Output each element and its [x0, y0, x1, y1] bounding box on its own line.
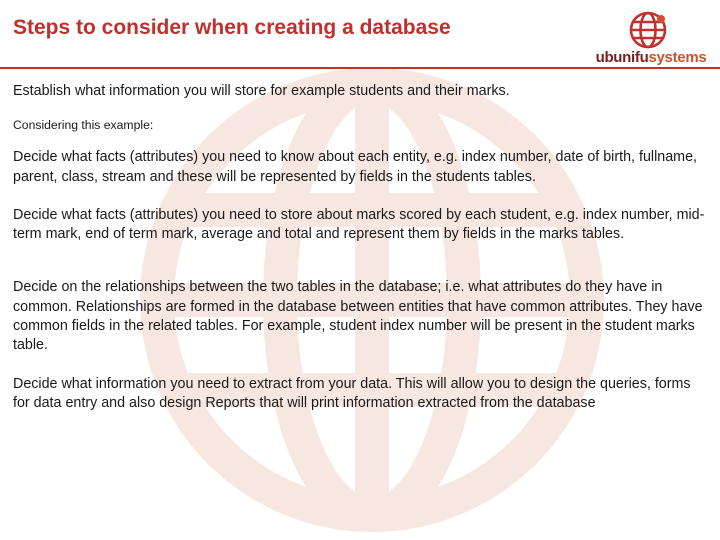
title-divider: [0, 67, 720, 69]
paragraph-student-attributes: Decide what facts (attributes) you need to know about each entity, e.g. index number, date of birth, fullname, parent, class, stream and these will be represented by fields in the students tables.: [13, 149, 697, 185]
paragraph-relationships: Decide on the relationships between the two tables in the database; i.e. what attributes do they have in common. Relationships are formed in the database between entities that have common attributes. They have common fields in the related tables. For example, student index number will be present in the student marks table.: [13, 279, 703, 354]
slide-content: [13, 82, 709, 413]
page-title: Steps to consider when creating a database: [13, 16, 451, 39]
paragraph-marks-attributes: Decide what facts (attributes) you need to store about marks scored by each student, e.g. index number, mid-term mark, end of term mark, average and total and represent them by fields in the marks tables.: [13, 206, 705, 243]
brand-logo: [588, 8, 714, 68]
globe-icon: [628, 10, 672, 50]
logo-text: ubunifusystems: [595, 49, 707, 66]
paragraph-extract-information: Decide what information you need to extract from your data. This will allow you to design the queries, forms for data entry and also design Reports that will print information extracted from the database: [13, 375, 691, 411]
paragraph-example-intro: Considering this example:: [13, 118, 154, 133]
paragraph-establish: Establish what information you will store for example students and their marks.: [13, 83, 510, 99]
